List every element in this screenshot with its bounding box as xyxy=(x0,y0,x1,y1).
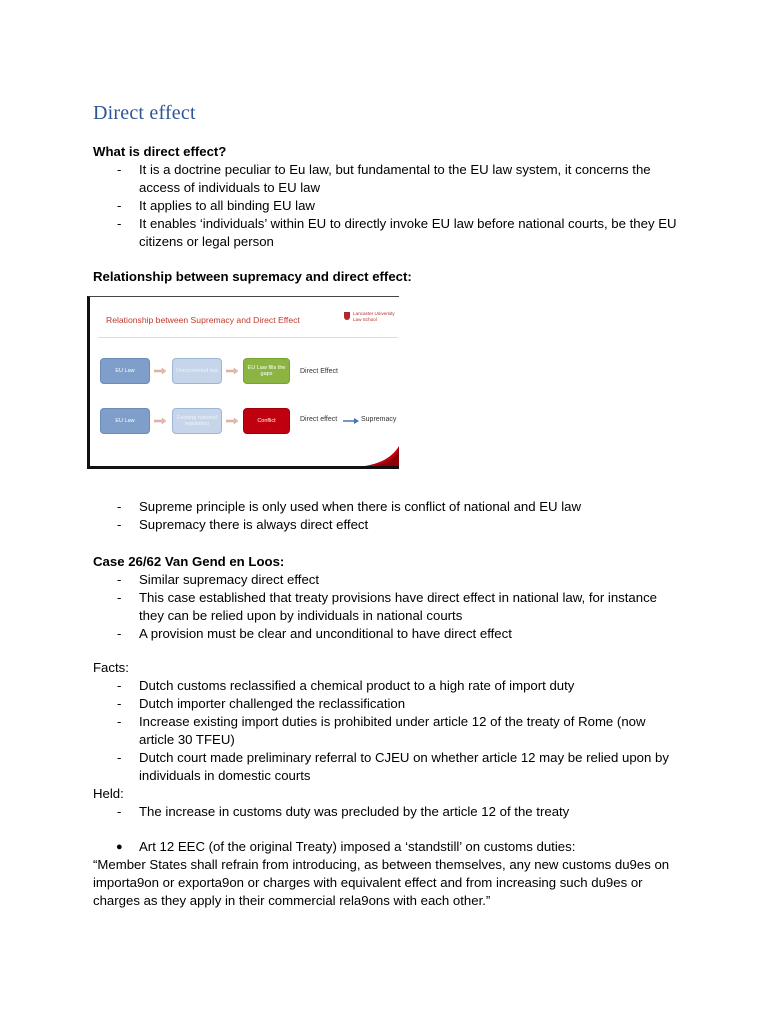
bullet-list xyxy=(0,677,768,785)
list-item: - Increase existing import duties is prohibited under article 12 of the treaty of Rome (now article 30 TFEU) xyxy=(117,714,646,747)
eu-law-box: EU Law xyxy=(100,358,150,384)
section-relationship xyxy=(0,268,768,286)
bullet-list xyxy=(0,161,768,251)
held-label: Held: xyxy=(93,786,124,801)
list-item: - Dutch customs reclassified a chemical product to a high rate of import duty xyxy=(117,678,575,693)
slide-corner-decoration xyxy=(365,446,399,466)
conflict-box: Conflict xyxy=(243,408,290,434)
list-item: - This case established that treaty provisions have direct effect in national law, for instance they can be relied upon by individuals in national courts xyxy=(117,590,658,623)
university-logo: Lancaster University Law School xyxy=(344,311,396,325)
list-item: ● Art 12 EEC (of the original Treaty) imposed a ‘standstill’ on customs duties: xyxy=(116,839,576,854)
arrow-icon xyxy=(154,368,166,374)
list-item: - It enables ‘individuals’ within EU to directly invoke EU law before national courts, be they EU citizens or legal person xyxy=(117,216,677,249)
slide-divider xyxy=(98,337,398,338)
supremacy-direct-effect-slide xyxy=(87,296,399,469)
section-heading: What is direct effect? xyxy=(93,144,227,159)
list-item: - Dutch court made preliminary referral to CJEU on whether article 12 may be relied upon by individuals in domestic courts xyxy=(117,750,669,783)
direct-effect-label: Direct effect xyxy=(300,416,338,423)
bullet-list xyxy=(0,803,768,821)
arrow-icon xyxy=(226,368,238,374)
bullet-list xyxy=(0,498,768,534)
national-legislation-box: Existing national legislation xyxy=(172,408,222,434)
arrow-icon xyxy=(226,418,238,424)
page-title: Direct effect xyxy=(93,102,196,124)
bullet-list xyxy=(0,571,768,643)
list-item: - It is a doctrine peculiar to Eu law, but fundamental to the EU law system, it concerns the access of individuals to EU law xyxy=(117,162,651,195)
section-case xyxy=(0,553,768,643)
list-item: - The increase in customs duty was precluded by the article 12 of the treaty xyxy=(117,804,570,819)
arrow-icon xyxy=(154,418,166,424)
eu-law-fills-gaps-box: EU Law fills the gaps xyxy=(243,358,290,384)
section-what-is-direct-effect xyxy=(0,143,768,251)
section-heading: Relationship between supremacy and direct effect: xyxy=(93,269,412,284)
section-facts xyxy=(0,659,768,821)
bullet-dot-icon: ● xyxy=(116,841,123,853)
section-article-12 xyxy=(0,838,768,910)
supremacy-label: Supremacy xyxy=(361,416,397,423)
eu-law-box: EU Law xyxy=(100,408,150,434)
facts-label: Facts: xyxy=(93,660,129,675)
arrow-right-icon xyxy=(343,418,359,424)
slide-title: Relationship between Supremacy and Direct Effect xyxy=(106,315,300,325)
section-supremacy-notes xyxy=(0,498,768,534)
list-item: - Supreme principle is only used when there is conflict of national and EU law xyxy=(117,499,582,514)
list-item: - Dutch importer challenged the reclassification xyxy=(117,696,406,711)
crest-icon xyxy=(344,312,350,320)
direct-effect-label: Direct Effect xyxy=(300,368,338,375)
national-law-box: Unconnected law xyxy=(172,358,222,384)
list-item: - It applies to all binding EU law xyxy=(117,198,315,213)
treaty-quote: “Member States shall refrain from introducing, as between themselves, any new customs du9es on importa9on or exporta9on or charges with equivalent effect and from increasing such du9es or charges as they apply in their commercial rela9ons with each other.” xyxy=(93,857,670,908)
section-heading: Case 26/62 Van Gend en Loos: xyxy=(93,554,285,569)
list-item: - Similar supremacy direct effect xyxy=(117,572,320,587)
list-item: - A provision must be clear and unconditional to have direct effect xyxy=(117,626,512,641)
list-item: - Supremacy there is always direct effect xyxy=(117,517,369,532)
